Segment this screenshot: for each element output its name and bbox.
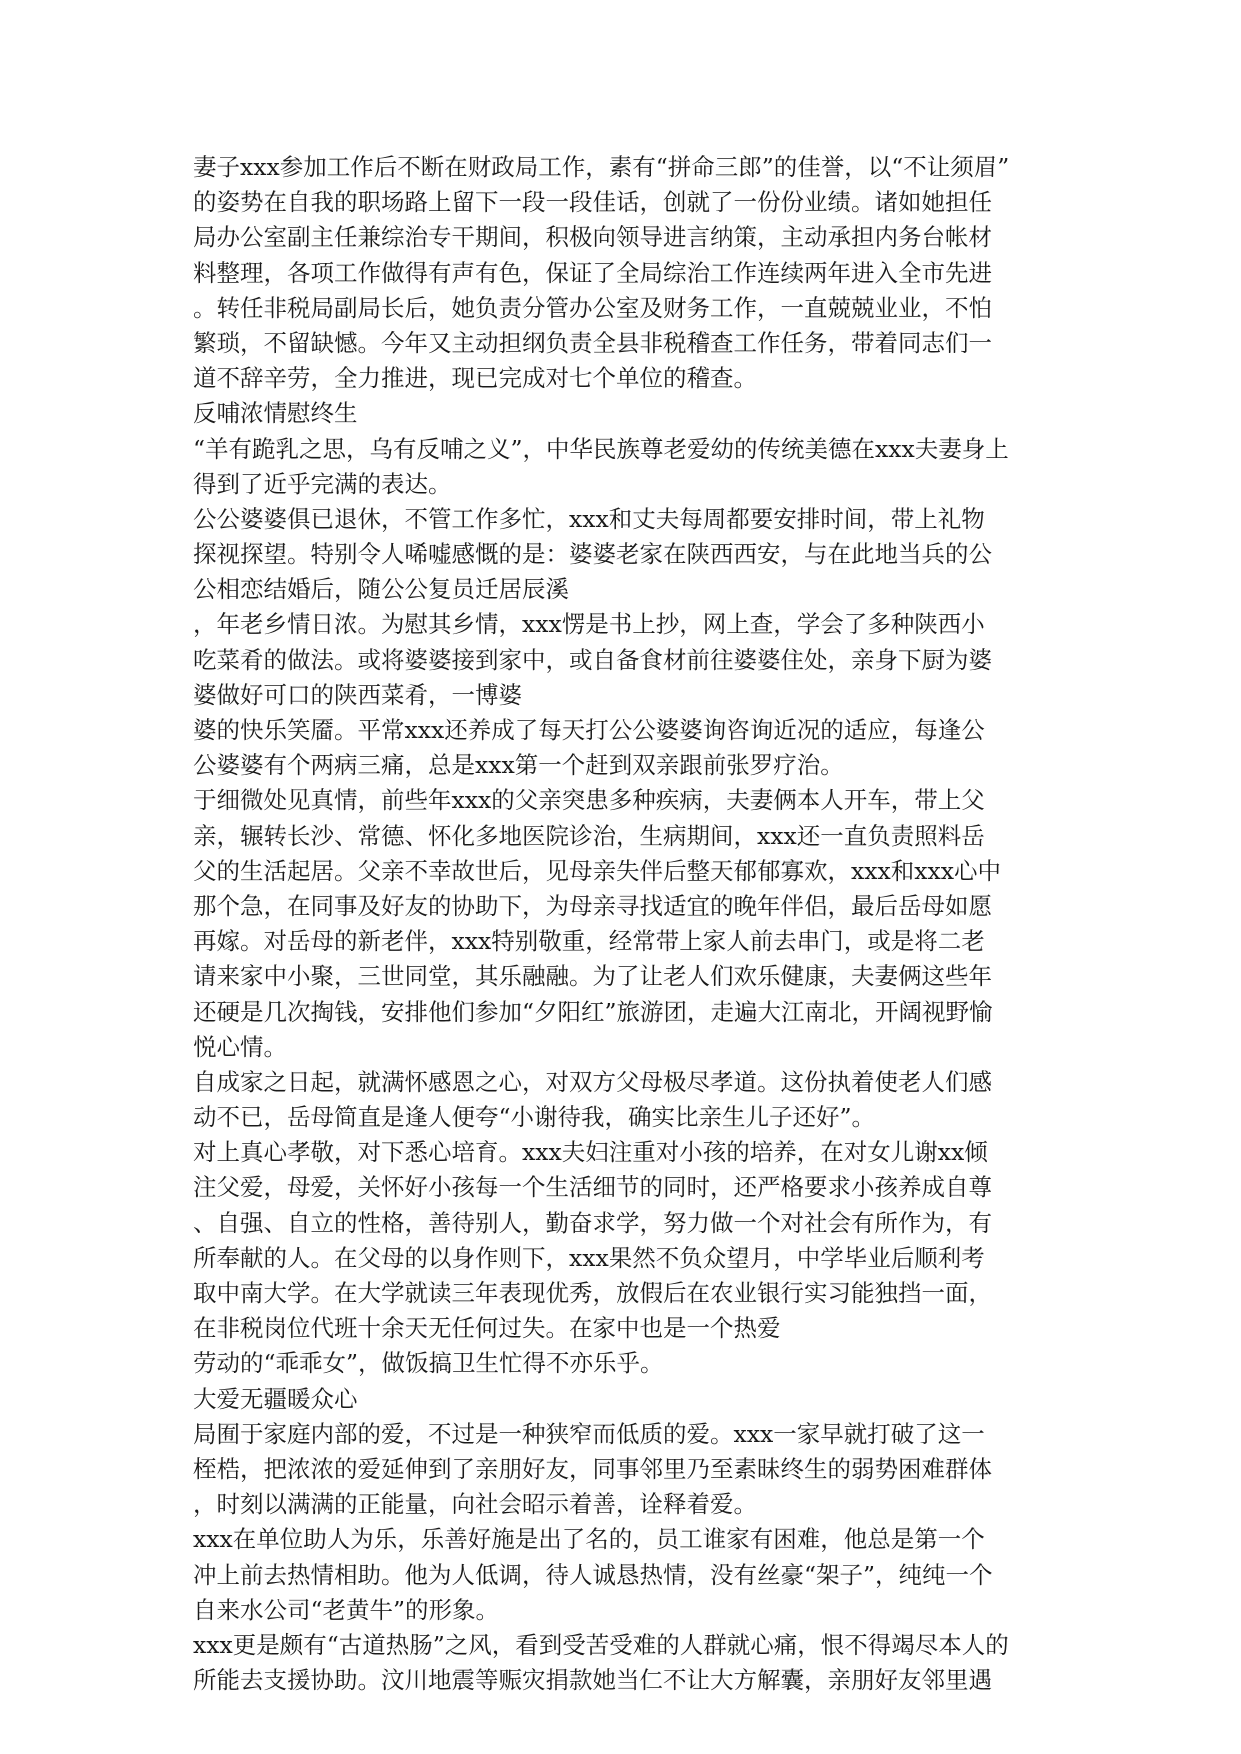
text-line: 公婆婆有个两病三痛，总是xxx第一个赶到双亲跟前张罗疗治。 xyxy=(193,751,844,780)
text-line: 妻子xxx参加工作后不断在财政局工作，素有“拼命三郎”的佳誉，以“不让须眉” xyxy=(193,153,1010,181)
text-line: 吃菜肴的做法。或将婆婆接到家中，或自备食材前往婆婆住处，亲身下厨为婆 xyxy=(193,645,992,674)
text-line: 自来水公司“老黄牛”的形象。 xyxy=(193,1595,500,1624)
text-line: “羊有跪乳之思，乌有反哺之义”，中华民族尊老爱幼的传统美德在xxx夫妻身上 xyxy=(193,434,1009,463)
text-line: 所能去支援协助。汶川地震等赈灾捐款她当仁不让大方解囊，亲朋好友邻里遇 xyxy=(193,1666,992,1695)
text-line: 婆的快乐笑靥。平常xxx还养成了每天打公公婆婆询咨询近况的适应，每逢公 xyxy=(193,716,985,744)
text-line: 桎梏，把浓浓的爱延伸到了亲朋好友，同事邻里乃至素昧终生的弱势困难群体 xyxy=(193,1454,992,1483)
text-line: 还硬是几次掏钱，安排他们参加“夕阳红”旅游团，走遍大江南北，开阔视野愉 xyxy=(193,997,993,1026)
text-line: 再嫁。对岳母的新老伴，xxx特别敬重，经常带上家人前去串门，或是将二老 xyxy=(193,927,985,956)
text-line: 料整理，各项工作做得有声有色，保证了全局综治工作连续两年进入全市先进 xyxy=(193,258,992,287)
text-line: 。转任非税局副局长后，她负责分管办公室及财务工作，一直兢兢业业，不怕 xyxy=(193,293,992,322)
text-line: xxx更是颇有“古道热肠”之风，看到受苦受难的人群就心痛，恨不得竭尽本人的 xyxy=(193,1630,1009,1659)
text-line: 亲，辗转长沙、常德、怀化多地医院诊治，生病期间，xxx还一直负责照料岳 xyxy=(193,821,985,850)
text-line: 自成家之日起，就满怀感恩之心，对双方父母极尽孝道。这份执着使老人们感 xyxy=(193,1067,992,1096)
text-line: 的姿势在自我的职场路上留下一段一段佳话，创就了一份份业绩。诸如她担任 xyxy=(193,188,992,217)
section-heading: 大爱无疆暖众心 xyxy=(193,1384,358,1413)
text-line: 、自强、自立的性格，善待别人，勤奋求学，努力做一个对社会有所作为，有 xyxy=(193,1208,992,1237)
text-line: 注父爱，母爱，关怀好小孩每一个生活细节的同时，还严格要求小孩养成自尊 xyxy=(193,1173,992,1202)
text-line: 对上真心孝敬，对下悉心培育。xxx夫妇注重对小孩的培养，在对女儿谢xx倾 xyxy=(193,1138,988,1167)
text-line: 道不辞辛劳，全力推进，现已完成对七个单位的稽查。 xyxy=(193,364,757,393)
text-line: ，时刻以满满的正能量，向社会昭示着善，诠释着爱。 xyxy=(193,1490,757,1519)
text-line: xxx在单位助人为乐，乐善好施是出了名的，员工谁家有困难，他总是第一个 xyxy=(193,1525,985,1554)
document-body xyxy=(193,150,1053,1698)
text-line: 劳动的“乖乖女”，做饭搞卫生忙得不亦乐乎。 xyxy=(193,1349,664,1378)
text-line: 局办公室副主任兼综治专干期间，积极向领导进言纳策，主动承担内务台帐材 xyxy=(193,223,992,252)
text-line: 于细微处见真情，前些年xxx的父亲突患多种疾病，夫妻俩本人开车，带上父 xyxy=(193,786,985,815)
text-line: 那个急，在同事及好友的协助下，为母亲寻找适宜的晚年伴侣，最后岳母如愿 xyxy=(193,891,992,920)
text-line: 所奉献的人。在父母的以身作则下，xxx果然不负众望月，中学毕业后顺利考 xyxy=(193,1243,985,1272)
section-heading: 反哺浓情慰终生 xyxy=(193,399,358,428)
text-line: 公相恋结婚后，随公公复员迁居辰溪 xyxy=(193,575,569,604)
text-line: 冲上前去热情相助。他为人低调，待人诚恳热情，没有丝豪“架子”，纯纯一个 xyxy=(193,1560,993,1589)
text-line: 得到了近乎完满的表达。 xyxy=(193,469,452,498)
text-line: 父的生活起居。父亲不幸故世后，见母亲失伴后整天郁郁寡欢，xxx和xxx心中 xyxy=(193,856,1002,885)
text-line: ，年老乡情日浓。为慰其乡情，xxx愣是书上抄，网上查，学会了多种陕西小 xyxy=(193,610,985,639)
text-line: 取中南大学。在大学就读三年表现优秀，放假后在农业银行实习能独挡一面， xyxy=(193,1279,992,1307)
text-line: 繁琐，不留缺憾。今年又主动担纲负责全县非税稽查工作任务，带着同志们一 xyxy=(193,328,992,357)
text-line: 悦心情。 xyxy=(193,1032,287,1061)
text-line: 婆做好可口的陕西菜肴，一博婆 xyxy=(193,680,522,709)
text-line: 局囿于家庭内部的爱，不过是一种狭窄而低质的爱。xxx一家早就打破了这一 xyxy=(193,1419,985,1448)
text-line: 公公婆婆俱已退休，不管工作多忙，xxx和丈夫每周都要安排时间，带上礼物 xyxy=(193,504,985,533)
text-line: 探视探望。特别令人唏嘘感慨的是：婆婆老家在陕西西安，与在此地当兵的公 xyxy=(193,540,992,569)
text-line: 动不已，岳母简直是逢人便夸“小谢待我，确实比亲生儿子还好”。 xyxy=(193,1103,876,1132)
text-line: 在非税岗位代班十余天无任何过失。在家中也是一个热爱 xyxy=(193,1314,781,1343)
text-line: 请来家中小聚，三世同堂，其乐融融。为了让老人们欢乐健康，夫妻俩这些年 xyxy=(193,962,992,991)
